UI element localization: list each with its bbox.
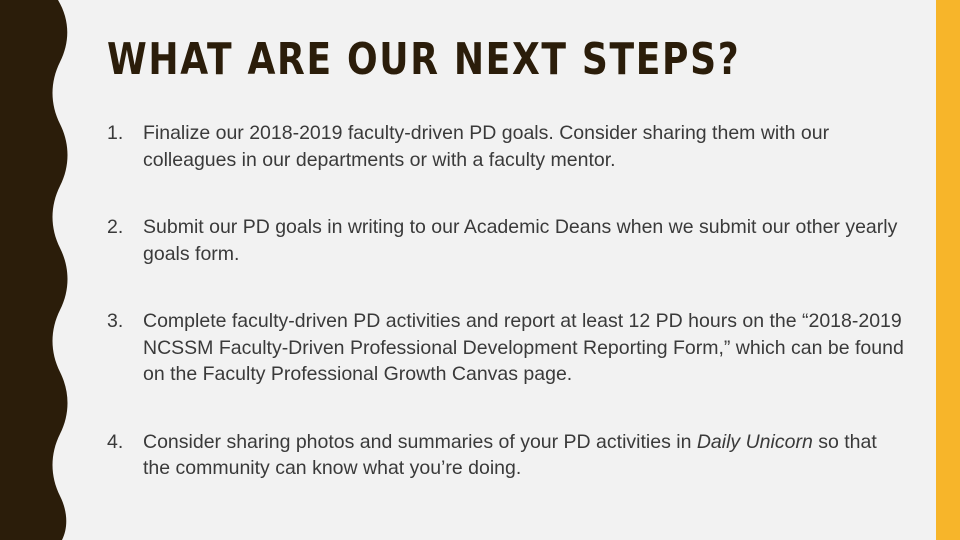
step-number: 1. bbox=[107, 122, 124, 144]
publication-name: Daily Unicorn bbox=[696, 430, 813, 453]
step-text: Finalize our 2018-2019 faculty-driven PD goals. Consider sharing them with our colleagues in our departments or with a faculty mentor. bbox=[143, 122, 830, 171]
slide-title: WHAT ARE OUR NEXT STEPS? bbox=[107, 34, 741, 85]
list-item bbox=[107, 308, 907, 388]
step-number: 4. bbox=[107, 430, 124, 453]
step-text-before: Consider sharing photos and summaries of your PD activities in bbox=[143, 430, 697, 453]
step-text: Submit our PD goals in writing to our Academic Deans when we submit our other yearly goals form. bbox=[143, 216, 898, 265]
step-text: Complete faculty-driven PD activities and report at least 12 PD hours on the “2018-2019 NCSSM Faculty-Driven Professional Development Reporting Form,” which can be found on the Faculty Professional Growth Canvas page. bbox=[143, 310, 904, 385]
right-accent-bar bbox=[936, 0, 960, 540]
wavy-band-shape bbox=[0, 0, 68, 540]
step-number: 3. bbox=[107, 310, 124, 332]
left-wavy-band bbox=[0, 0, 80, 540]
step-number: 2. bbox=[107, 216, 124, 238]
steps-list bbox=[107, 120, 907, 482]
list-item bbox=[107, 214, 907, 267]
list-item bbox=[107, 120, 907, 173]
step-text-after: so that the community can know what you’re doing. bbox=[143, 430, 877, 479]
list-item bbox=[107, 429, 907, 482]
